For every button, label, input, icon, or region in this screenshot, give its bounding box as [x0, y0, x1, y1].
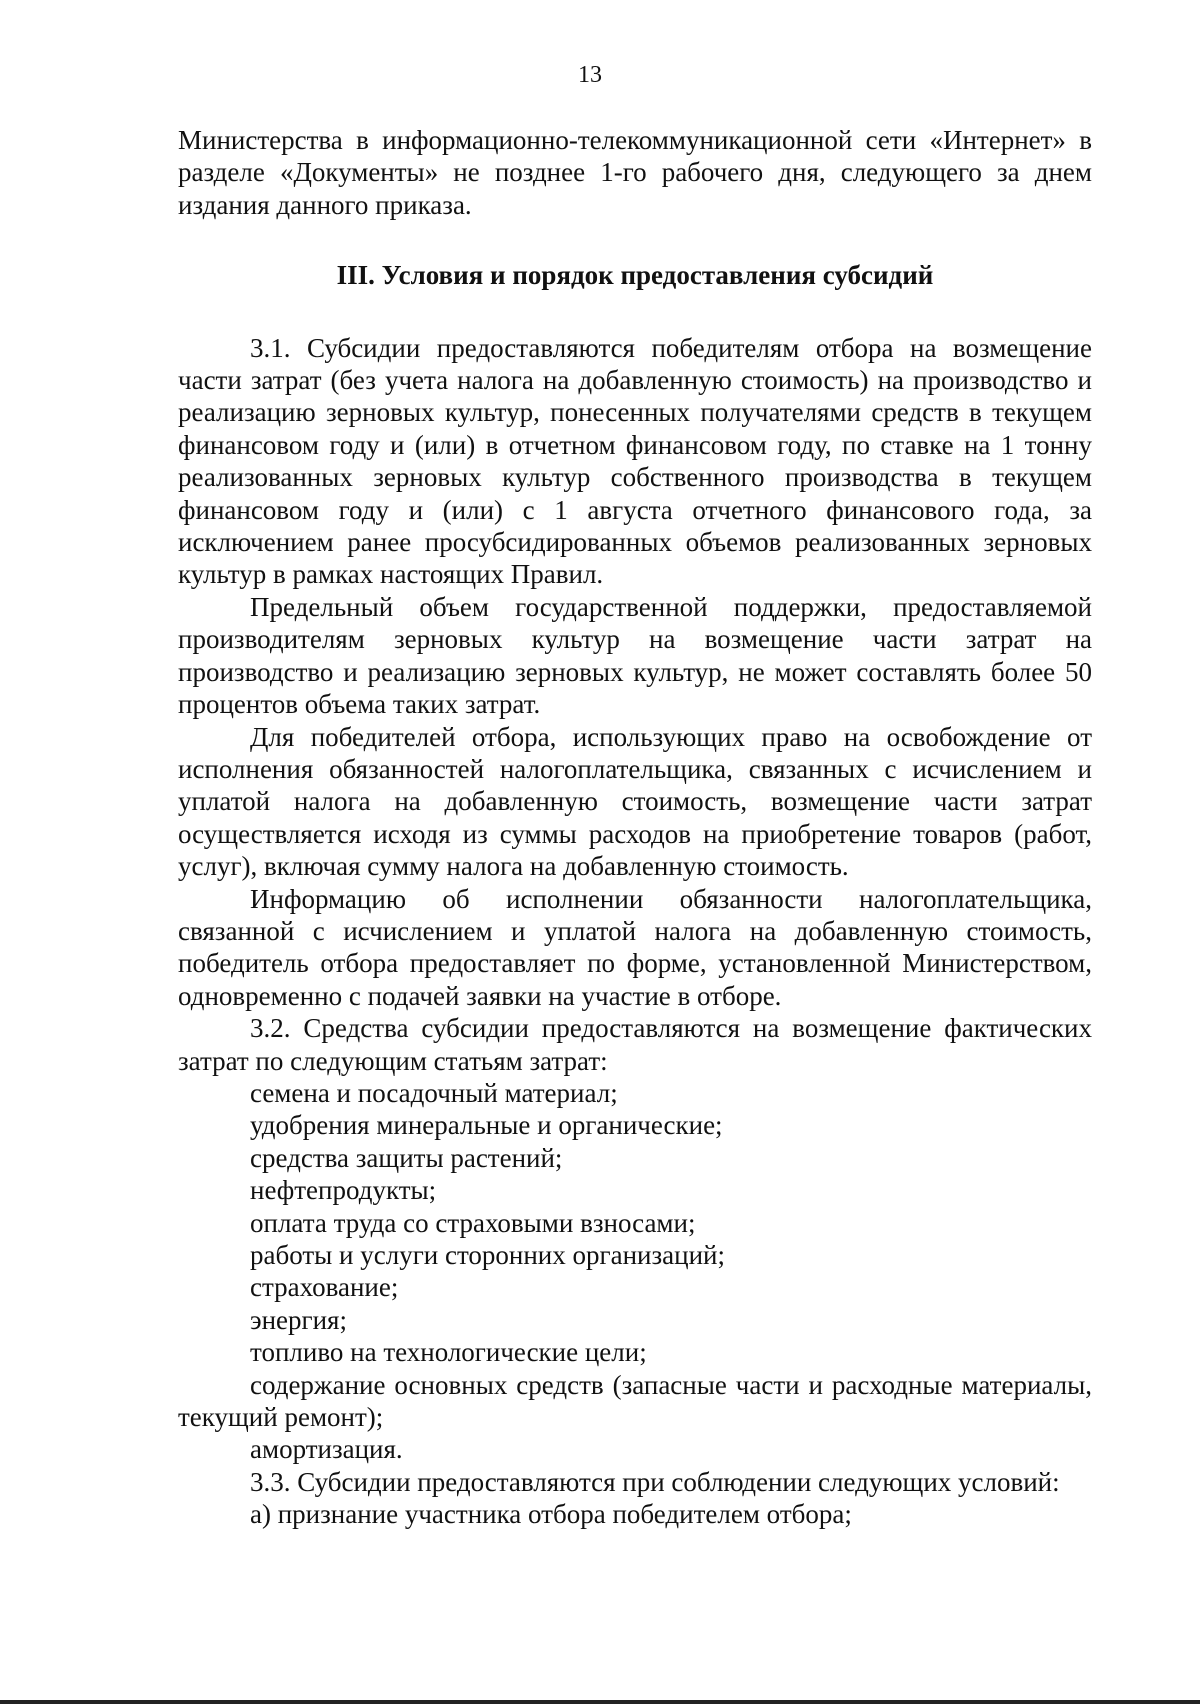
paragraph-vat-exemption: Для победителей отбора, использующих право на освобождение от исполнения обязанностей налогоплательщика, связанных с исчислением и уплатой налога на добавленную стоимость, возмещение части затрат осуществляется исходя из суммы расходов на приобретение товаров (работ, услуг), включая сумму налога на добавленную стоимость. [178, 721, 1092, 882]
paragraph-continuation: Министерства в информационно-телекоммуникационной сети «Интернет» в разделе «Документы» не позднее 1-го рабочего дня, следующего за днем издания данного приказа. [178, 125, 1092, 220]
paragraph-3-1: 3.1. Субсидии предоставляются победителям отбора на возмещение части затрат (без учета налога на добавленную стоимость) на производство и реализацию зерновых культур, понесенных получателями средств в текущем финансовом году и (или) в отчетном финансовом году, по ставке на 1 тонну реализованных зерновых культур собственного производства в текущем финансовом году и (или) с 1 августа отчетного финансового года, за исключением ранее просубсидированных объемов реализованных зерновых культур в рамках настоящих Правил. [178, 332, 1092, 590]
list-item: амортизация. [250, 1434, 403, 1465]
paragraph-support-limit: Предельный объем государственной поддержки, предоставляемой производителям зерновых культур на возмещение части затрат на производство и реализацию зерновых культур, не может составлять более 50 процентов объема таких затрат. [178, 591, 1092, 720]
paragraph-3-2: 3.2. Средства субсидии предоставляются на возмещение фактических затрат по следующим статьям затрат: [178, 1013, 1092, 1076]
document-body [178, 124, 1092, 1531]
list-item: топливо на технологические цели; [250, 1337, 647, 1368]
list-item: семена и посадочный материал; [250, 1077, 618, 1108]
condition-item-a: а) признание участника отбора победителем отбора; [250, 1499, 852, 1530]
paragraph-vat-information: Информацию об исполнении обязанности налогоплательщика, связанной с исчислением и уплатой налога на добавленную стоимость, победитель отбора предоставляет по форме, установленной Министерством, одновременно с подачей заявки на участие в отборе. [178, 883, 1092, 1011]
list-item: энергия; [250, 1304, 347, 1335]
page-number: 13 [578, 62, 602, 88]
section-heading: III. Условия и порядок предоставления субсидий [336, 260, 934, 291]
list-item: работы и услуги сторонних организаций; [250, 1240, 725, 1270]
list-item: содержание основных средств (запасные части и расходные материалы, текущий ремонт); [178, 1369, 1092, 1433]
list-item: оплата труда со страховыми взносами; [250, 1207, 696, 1238]
list-item: страхование; [250, 1272, 399, 1303]
paragraph-3-3: 3.3. Субсидии предоставляются при соблюдении следующих условий: [250, 1466, 1060, 1497]
list-item: средства защиты растений; [250, 1142, 563, 1173]
list-item: нефтепродукты; [250, 1175, 437, 1206]
list-item: удобрения минеральные и органические; [250, 1110, 723, 1141]
scan-bottom-edge [0, 1700, 1200, 1704]
